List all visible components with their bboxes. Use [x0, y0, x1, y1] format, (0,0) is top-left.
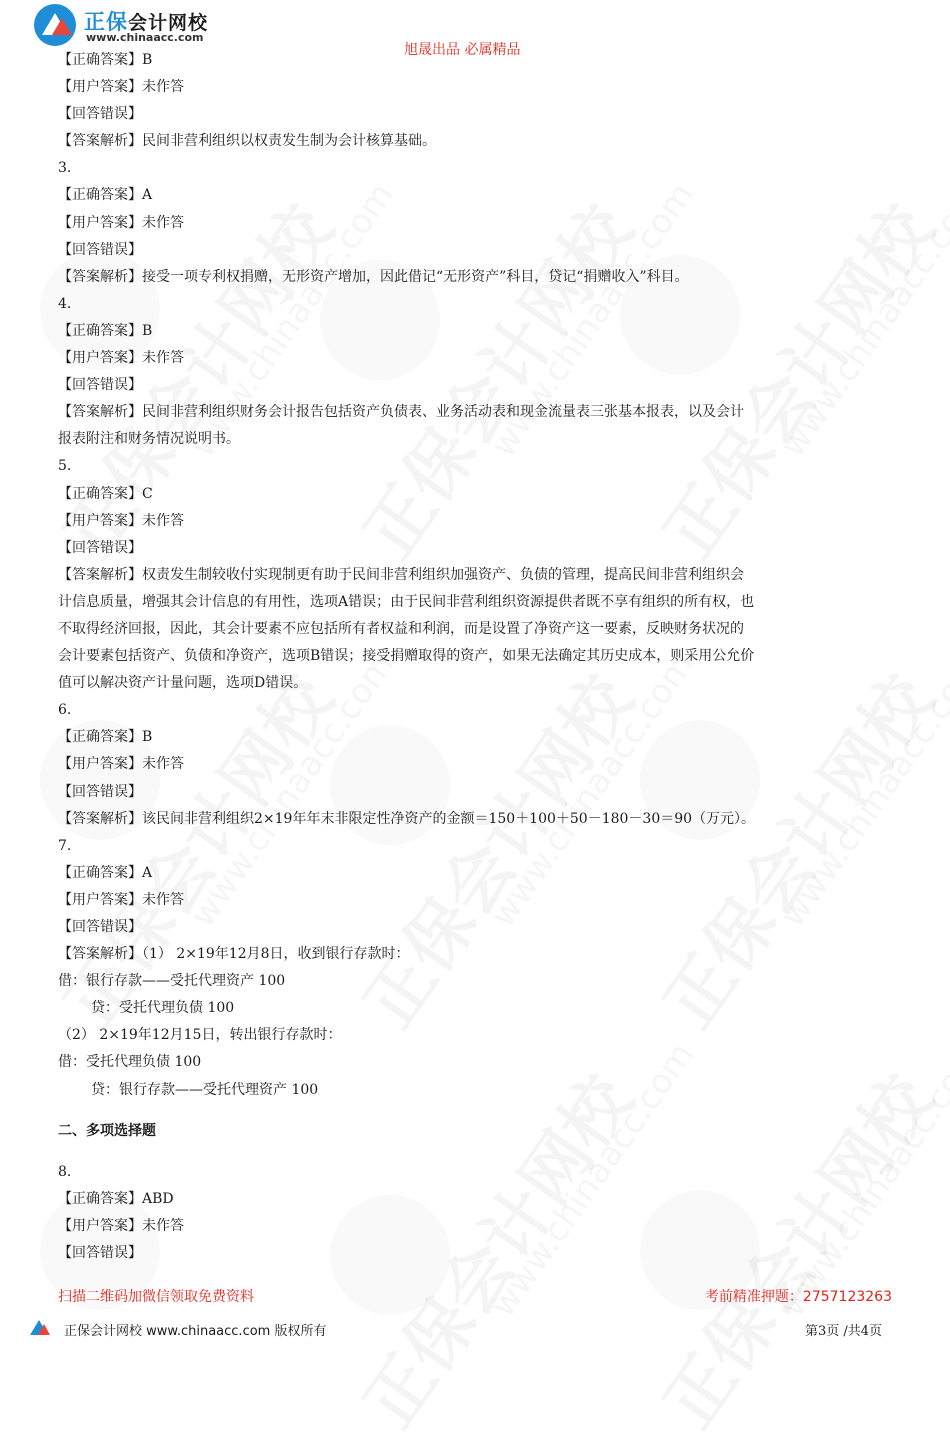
text-line: 【用户答案】未作答	[58, 350, 184, 367]
text-line: 【用户答案】未作答	[58, 214, 184, 231]
text-line: 【答案解析】民间非营利组织以权责发生制为会计核算基础。	[58, 133, 436, 150]
text-line: 不取得经济回报，因此，其会计要素不应包括所有者权益和利润，而是设置了净资产这一要素，反映财务状况的	[58, 620, 744, 637]
text-line: 3.	[58, 160, 72, 177]
brand-mark-accent-icon	[38, 1324, 50, 1335]
text-line: 报表附注和财务情况说明书。	[58, 431, 240, 448]
header-slogan: 旭晟出品 必属精品	[404, 42, 521, 58]
logo-name-rest: 会计网校	[128, 12, 209, 34]
footer-hotline: 考前精准押题：2757123263	[704, 1289, 892, 1305]
text-line: 会计要素包括资产、负债和净资产，选项B错误；接受捐赠取得的资产，如果无法确定其历史成本，则采用公允价	[58, 648, 755, 665]
text-line: 计信息质量，增强其会计信息的有用性，选项A错误；由于民间非营利组织资源提供者既不享有组织的所有权，也	[58, 593, 755, 610]
text-line: 【用户答案】未作答	[58, 1217, 184, 1234]
text-line: 5.	[58, 458, 72, 475]
text-line: 【用户答案】未作答	[58, 891, 184, 908]
page-number: 第3页 /共4页	[804, 1324, 882, 1339]
text-line: 【正确答案】A	[58, 187, 153, 204]
text-line: 7.	[58, 837, 72, 854]
text-line: 【用户答案】未作答	[58, 756, 184, 773]
text-line: 6.	[58, 702, 72, 719]
text-line: 贷：受托代理负债 100	[91, 1000, 235, 1017]
logo-brand: 正保	[84, 10, 128, 34]
text-line: 【答案解析】接受一项专利权捐赠，无形资产增加，因此借记“无形资产”科目，贷记“捐赠收入”科目。	[58, 268, 689, 285]
footer-qr-promo: 扫描二维码加微信领取免费资料	[58, 1289, 254, 1305]
text-line: 【用户答案】未作答	[58, 79, 184, 96]
text-line: 【答案解析】（1） 2×19年12月8日，收到银行存款时：	[58, 946, 410, 963]
text-line: 借：银行存款——受托代理资产 100	[58, 973, 286, 990]
text-line: 【正确答案】ABD	[58, 1190, 174, 1207]
text-line: 【正确答案】B	[58, 729, 153, 746]
logo-url: www.chinaacc.com	[86, 31, 204, 44]
text-line: 【正确答案】B	[58, 52, 153, 68]
text-line: 【回答错误】	[58, 919, 142, 935]
text-line: 【回答错误】	[58, 241, 142, 258]
answer-lines-tail	[58, 1159, 898, 1267]
text-line: 【正确答案】C	[58, 485, 153, 502]
text-line: 8.	[58, 1163, 72, 1180]
text-line: 【回答错误】	[58, 783, 142, 800]
text-line: 贷：银行存款——受托代理资产 100	[91, 1081, 319, 1098]
text-line: 【正确答案】A	[58, 864, 153, 881]
text-line: 【答案解析】民间非营利组织财务会计报告包括资产负债表、业务活动表和现金流量表三张基本报表，以及会计	[58, 404, 744, 421]
text-line: 值可以解决资产计量问题，选项D错误。	[58, 675, 308, 692]
text-line: 【回答错误】	[58, 539, 142, 556]
text-line: 【正确答案】B	[58, 322, 153, 339]
logo-icon	[34, 4, 76, 46]
text-line: 【用户答案】未作答	[58, 512, 184, 529]
text-line: 4.	[58, 295, 72, 312]
text-line: 【答案解析】权责发生制较收付实现制更有助于民间非营利组织加强资产、负债的管理，提高民间非营利组织会	[58, 566, 744, 583]
text-line: 【回答错误】	[58, 1244, 142, 1261]
text-line: 【回答错误】	[58, 377, 142, 394]
text-line: 借：受托代理负债 100	[58, 1054, 202, 1071]
text-line: 【回答错误】	[58, 106, 142, 123]
text-line: （2） 2×19年12月15日，转出银行存款时：	[58, 1027, 342, 1044]
copyright-text: 正保会计网校 www.chinaacc.com 版权所有	[64, 1324, 327, 1339]
site-logo[interactable]	[34, 4, 209, 44]
copyright-bar	[30, 1318, 360, 1340]
section-title: 二、多项选择题	[58, 1122, 156, 1139]
document-body	[58, 47, 898, 1267]
answer-lines	[58, 47, 898, 1104]
text-line: 【答案解析】该民间非营利组织2×19年年末非限定性净资产的金额＝150＋100＋50－180－30＝90（万元）。	[58, 810, 756, 827]
